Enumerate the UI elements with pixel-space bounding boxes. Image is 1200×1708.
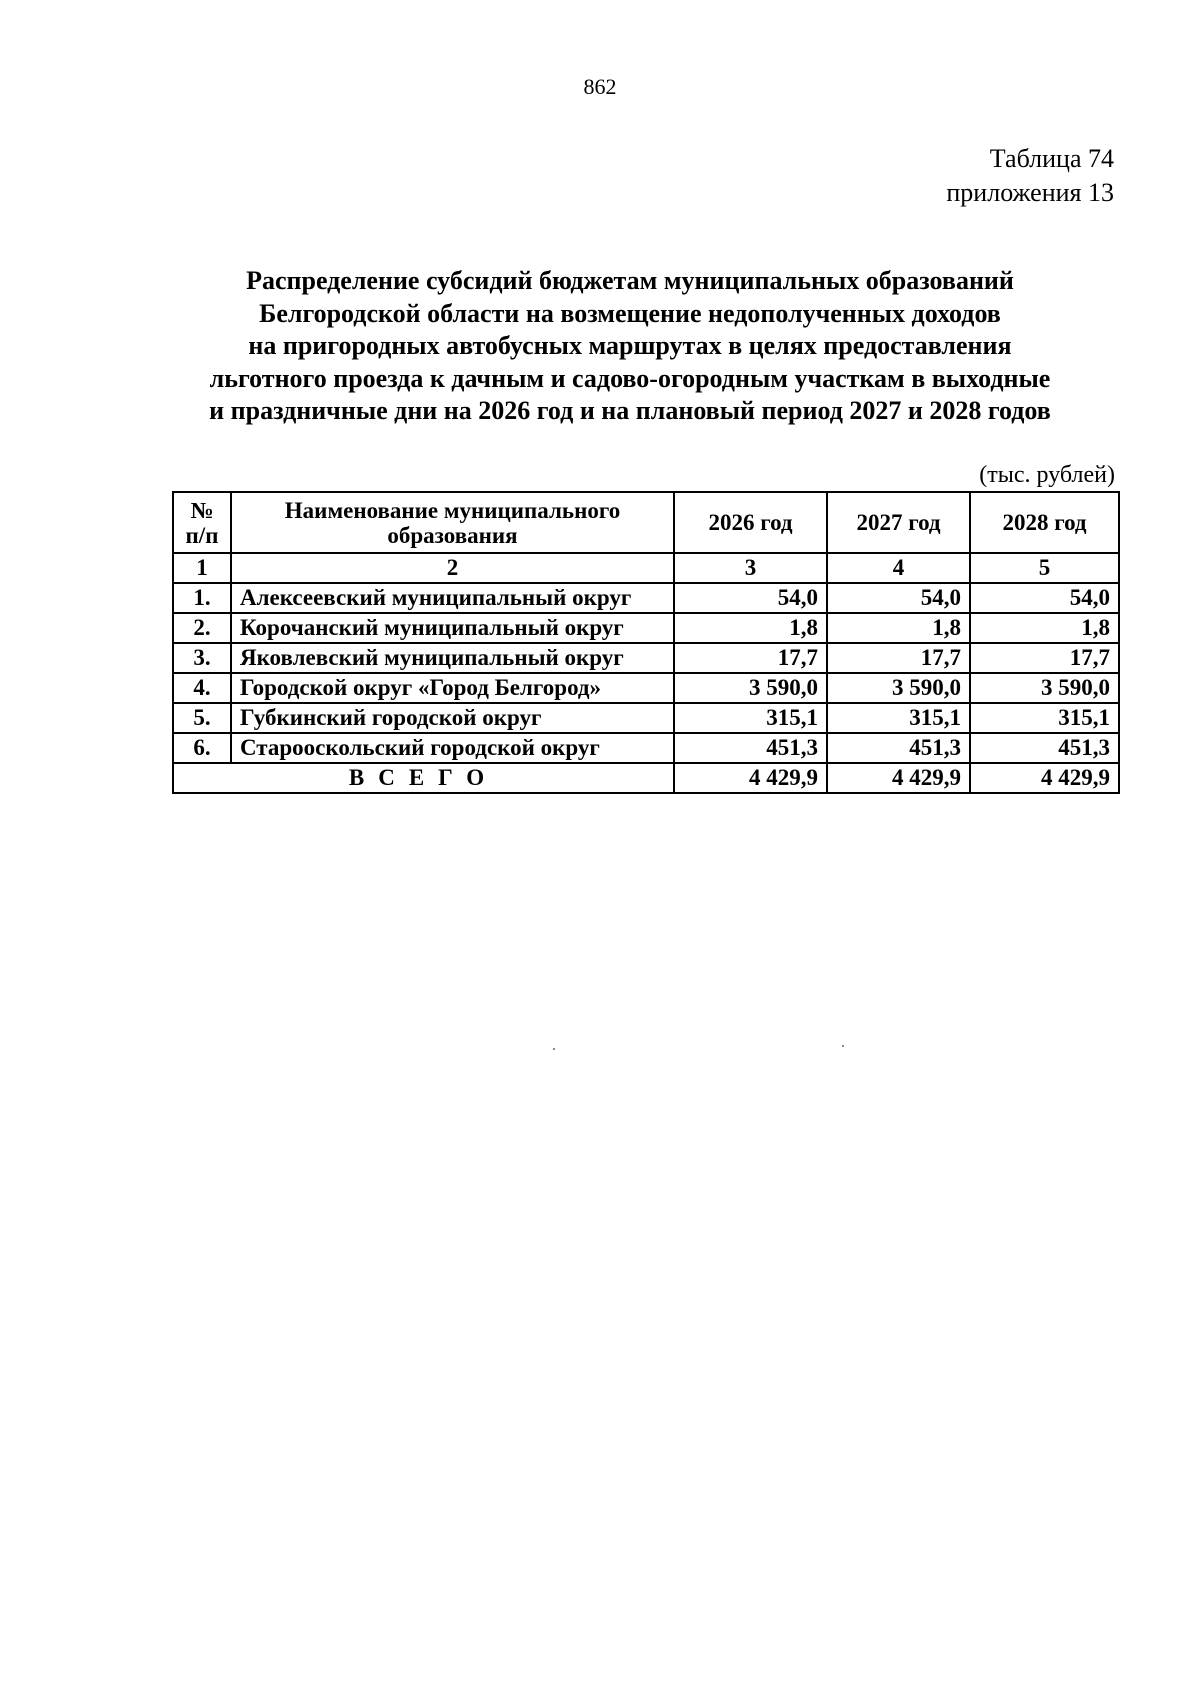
header-2026: 2026 год	[674, 492, 827, 553]
row-number: 4.	[173, 673, 231, 703]
header-num: № п/п	[173, 492, 231, 553]
row-number: 6.	[173, 733, 231, 763]
municipality-name: Губкинский городской округ	[231, 703, 674, 733]
row-number: 5.	[173, 703, 231, 733]
title-line: и праздничные дни на 2026 год и на плановый период 2027 и 2028 годов	[209, 396, 1051, 425]
column-number: 3	[674, 553, 827, 583]
value-2026: 54,0	[674, 583, 827, 613]
table-reference	[946, 142, 1114, 210]
subsidy-table	[172, 491, 1120, 794]
value-2026: 3 590,0	[674, 673, 827, 703]
municipality-name: Корочанский муниципальный округ	[231, 613, 674, 643]
scan-speck	[553, 1048, 555, 1050]
value-2026: 1,8	[674, 613, 827, 643]
value-2027: 3 590,0	[827, 673, 970, 703]
table-row	[173, 673, 1119, 703]
value-2028: 54,0	[970, 583, 1119, 613]
table-ref-line2: приложения 13	[946, 178, 1114, 207]
row-number: 2.	[173, 613, 231, 643]
total-2027: 4 429,9	[827, 763, 970, 793]
value-2027: 54,0	[827, 583, 970, 613]
value-2028: 451,3	[970, 733, 1119, 763]
table-header-row	[173, 492, 1119, 553]
table-row	[173, 703, 1119, 733]
value-2028: 315,1	[970, 703, 1119, 733]
title-line: Белгородской области на возмещение недополученных доходов	[259, 298, 1001, 328]
total-2028: 4 429,9	[970, 763, 1119, 793]
column-number: 4	[827, 553, 970, 583]
table-row	[173, 733, 1119, 763]
title-line: Распределение субсидий бюджетам муниципальных образований	[246, 266, 1014, 295]
table-ref-line1: Таблица 74	[989, 144, 1114, 173]
value-2028: 1,8	[970, 613, 1119, 643]
title-line: льготного проезда к дачным и садово-огородным участкам в выходные	[209, 363, 1051, 393]
value-2026: 315,1	[674, 703, 827, 733]
value-2027: 1,8	[827, 613, 970, 643]
value-2028: 3 590,0	[970, 673, 1119, 703]
table-row	[173, 583, 1119, 613]
column-number: 5	[970, 553, 1119, 583]
header-2027: 2027 год	[827, 492, 970, 553]
table-row	[173, 643, 1119, 673]
column-number-row	[173, 553, 1119, 583]
page-number: 862	[583, 74, 617, 99]
municipality-name: Городской округ «Город Белгород»	[231, 673, 674, 703]
row-number: 1.	[173, 583, 231, 613]
table-row	[173, 613, 1119, 643]
value-2027: 451,3	[827, 733, 970, 763]
units-label: (тыс. рублей)	[979, 462, 1115, 488]
scan-speck	[842, 1045, 844, 1047]
value-2027: 315,1	[827, 703, 970, 733]
municipality-name: Старооскольский городской округ	[231, 733, 674, 763]
title-line: на пригородных автобусных маршрутах в целях предоставления	[248, 331, 1012, 360]
value-2026: 17,7	[674, 643, 827, 673]
value-2026: 451,3	[674, 733, 827, 763]
header-2028: 2028 год	[970, 492, 1119, 553]
total-2026: 4 429,9	[674, 763, 827, 793]
municipality-name: Алексеевский муниципальный округ	[231, 583, 674, 613]
column-number: 2	[231, 553, 674, 583]
value-2027: 17,7	[827, 643, 970, 673]
municipality-name: Яковлевский муниципальный округ	[231, 643, 674, 673]
document-title	[150, 265, 1110, 428]
total-row	[173, 763, 1119, 793]
column-number: 1	[173, 553, 231, 583]
value-2028: 17,7	[970, 643, 1119, 673]
header-name: Наименование муниципального образования	[231, 492, 674, 553]
row-number: 3.	[173, 643, 231, 673]
total-label: ВСЕГО	[173, 763, 674, 793]
